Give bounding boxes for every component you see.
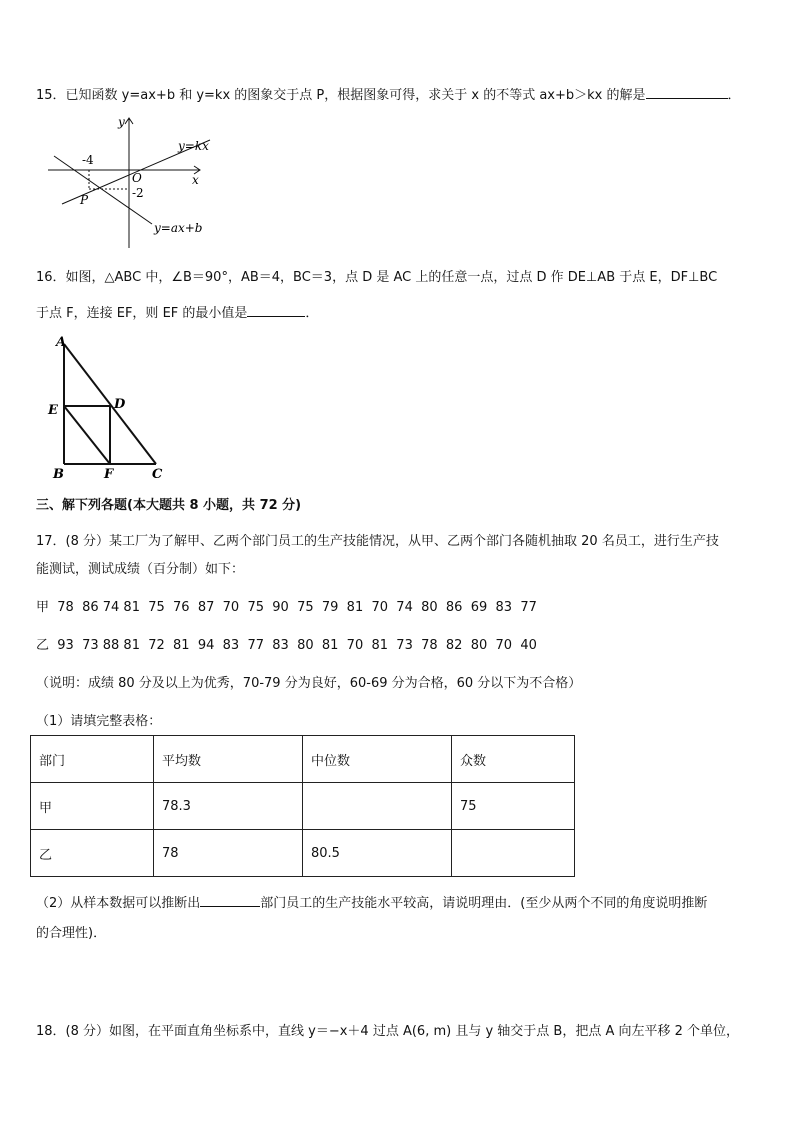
q16-line2 — [36, 302, 318, 321]
q16-answer-blank[interactable] — [247, 304, 305, 317]
th-department: 部门 — [31, 736, 154, 783]
table-row — [31, 783, 575, 830]
label-e: E — [48, 403, 58, 418]
table-row — [31, 830, 575, 877]
cell-mean: 78.3 — [154, 783, 303, 830]
q15-text — [36, 84, 741, 103]
label-x: x — [192, 173, 199, 187]
label-d: D — [114, 397, 126, 412]
q16-line1: 16．如图，△ABC 中，∠B＝90°，AB＝4，BC＝3，点 D 是 AC 上的任意一点，过点 D 作 DE⊥AB 于点 E，DF⊥BC — [36, 270, 718, 285]
q17-sub2-line1 — [36, 892, 707, 911]
q17-table — [30, 735, 575, 877]
q17-line2: 能测试，测试成绩（百分制）如下： — [36, 562, 245, 577]
th-mode: 众数 — [452, 736, 575, 783]
q17-note: （说明：成绩 80 分及以上为优秀，70-79 分为良好，60-69 分为合格，60 分以下为不合格） — [36, 676, 582, 691]
section-heading: 三、解下列各题(本大题共 8 小题，共 72 分) — [36, 498, 302, 513]
q15-stem: 15．已知函数 y=ax+b 和 y=kx 的图象交于点 P，根据图象可得，求关于 x 的不等式 ax+b＞kx 的解是 — [36, 88, 646, 103]
q17-sub2-rest: 部门员工的生产技能水平较高，请说明理由．(至少从两个不同的角度说明推断 — [260, 896, 708, 911]
cell-median[interactable] — [303, 783, 452, 830]
label-neg2: -2 — [132, 186, 144, 200]
cell-mode: 75 — [452, 783, 575, 830]
label-b: B — [53, 467, 64, 482]
q16-stem: 于点 F，连接 EF，则 EF 的最小值是 — [36, 306, 248, 321]
segment-ef — [64, 406, 110, 464]
cell-median: 80.5 — [303, 830, 452, 877]
cell-dept: 甲 — [31, 783, 154, 830]
table-header-row — [31, 736, 575, 783]
label-f: F — [104, 467, 114, 482]
label-p: P — [80, 193, 89, 207]
cell-mean: 78 — [154, 830, 303, 877]
q18-text: 18．(8 分）如图，在平面直角坐标系中，直线 y＝−x＋4 过点 A(6, m) 且与 y 轴交于点 B，把点 A 向左平移 2 个单位， — [36, 1024, 740, 1039]
label-origin: O — [132, 171, 142, 185]
q16-end: ． — [305, 306, 319, 321]
label-y: y — [118, 115, 125, 129]
label-c: C — [152, 467, 163, 482]
q17-sub2-line2: 的合理性)． — [36, 926, 107, 941]
q17-answer-blank[interactable] — [200, 894, 260, 907]
label-y-kx: y=kx — [178, 139, 209, 153]
q17-data-yi: 乙 93 73 88 81 72 81 94 83 77 83 80 81 70 81 73 78 82 80 70 40 — [36, 638, 537, 653]
q17-sub2-stem: （2）从样本数据可以推断出 — [36, 896, 201, 911]
q17-line1: 17．(8 分）某工厂为了解甲、乙两个部门员工的生产技能情况，从甲、乙两个部门各随机抽取 20 名员工，进行生产技 — [36, 534, 719, 549]
q17-sub1: （1）请填完整表格： — [36, 714, 162, 729]
q17-data-jia: 甲 78 86 74 81 75 76 87 70 75 90 75 79 81 70 74 80 86 69 83 77 — [36, 600, 537, 615]
q16-figure — [46, 332, 176, 482]
q15-end: ． — [727, 88, 741, 103]
cell-dept: 乙 — [31, 830, 154, 877]
q15-figure — [40, 112, 230, 254]
label-neg4: -4 — [82, 153, 94, 167]
q15-answer-blank[interactable] — [646, 86, 728, 99]
cell-mode[interactable] — [452, 830, 575, 877]
th-median: 中位数 — [303, 736, 452, 783]
label-y-axb: y=ax+b — [154, 221, 203, 235]
label-a: A — [56, 335, 67, 350]
th-mean: 平均数 — [154, 736, 303, 783]
